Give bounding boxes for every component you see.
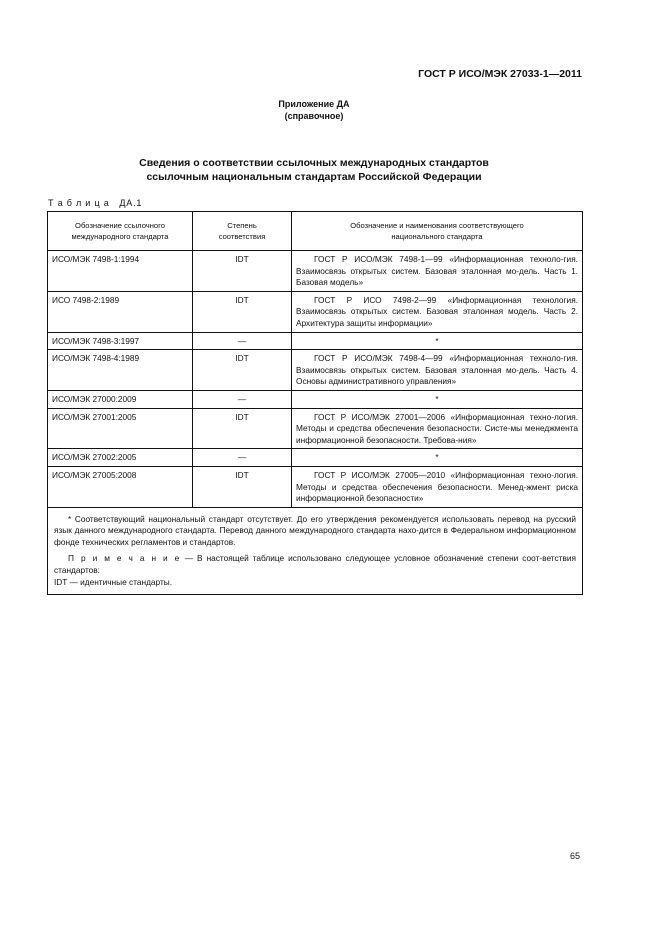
intl-standard-cell: ИСО/МЭК 7498-4:1989 (48, 350, 193, 391)
table-row (48, 291, 583, 332)
degree-cell: IDT (193, 408, 292, 449)
national-standard-cell (292, 466, 583, 507)
idt-definition-text: IDT — идентичные стандарты. (54, 576, 173, 587)
header-text: соответствия (218, 232, 266, 241)
degree-cell: IDT (193, 251, 292, 292)
intl-standard-cell: ИСО/МЭК 7498-1:1994 (48, 251, 193, 292)
section-title-line-1: Сведения о соответствии ссылочных международных стандартов (139, 157, 489, 169)
degree-cell: IDT (193, 291, 292, 332)
header-national-standard (292, 212, 583, 251)
header-text: национального стандарта (391, 232, 483, 241)
header-degree (193, 212, 292, 251)
table-row (48, 466, 583, 507)
note (54, 553, 576, 576)
header-text: международного стандарта (71, 232, 169, 241)
appendix-type: (справочное) (284, 111, 344, 121)
table-caption: Т а б л и ц а ДА.1 (48, 198, 143, 208)
degree-cell: — (193, 390, 292, 408)
note-text: — В настоящей таблице использовано следующее условное обозначение степени соот-ветствия стандартов: (54, 553, 576, 576)
idt-definition (54, 577, 576, 589)
national-standard-cell (292, 408, 583, 449)
intl-standard-cell: ИСО/МЭК 27005:2008 (48, 466, 193, 507)
degree-cell: — (193, 332, 292, 350)
appendix-title: Приложение ДА (278, 99, 350, 109)
degree-cell: — (193, 449, 292, 467)
national-standard-text: ГОСТ Р ИСО/МЭК 27001—2006 «Информационная техно-логия. Методы и средства обеспечения безопасности. Систе-мы менеджмента информационной безопасности. Требова-ния» (296, 411, 578, 445)
intl-standard-cell: ИСО 7498-2:1989 (48, 291, 193, 332)
table-row (48, 350, 583, 391)
table-row (48, 449, 583, 467)
intl-standard-cell: ИСО/МЭК 7498-3:1997 (48, 332, 193, 350)
correspondence-table (47, 211, 583, 595)
degree-cell: IDT (193, 350, 292, 391)
national-standard-cell (292, 291, 583, 332)
national-standard-cell: * (292, 449, 583, 467)
table-row (48, 390, 583, 408)
national-standard-cell: * (292, 390, 583, 408)
intl-standard-cell: ИСО/МЭК 27001:2005 (48, 408, 193, 449)
national-standard-cell (292, 350, 583, 391)
national-standard-text: ГОСТ Р ИСО/МЭК 7498-1—99 «Информационная техноло-гия. Взаимосвязь открытых систем. Базовая эталонная мо-дель. Часть 1. Базовая модель» (296, 254, 578, 288)
footnote (54, 514, 576, 549)
note-label: П р и м е ч а н и е (68, 553, 181, 564)
header-text: Обозначение и наименования соответствующего (350, 221, 524, 230)
page-number: 65 (569, 851, 580, 861)
intl-standard-cell: ИСО/МЭК 27002:2005 (48, 449, 193, 467)
degree-cell: IDT (193, 466, 292, 507)
header-text: Степень (227, 221, 257, 230)
header-text: Обозначение ссылочного (75, 221, 165, 230)
national-standard-cell (292, 251, 583, 292)
document-code: ГОСТ Р ИСО/МЭК 27033-1—2011 (418, 68, 582, 80)
header-intl-standard (48, 212, 193, 251)
national-standard-text: ГОСТ Р ИСО 7498-2—99 «Информационная технология. Взаимосвязь открытых систем. Базовая эталонная модель. Часть 2. Архитектура защиты информации» (296, 294, 578, 328)
table-notes-row (48, 507, 583, 595)
table-row (48, 332, 583, 350)
table-notes (48, 507, 583, 595)
national-standard-cell: * (292, 332, 583, 350)
section-title-line-2: ссылочным национальным стандартам Российской Федерации (146, 171, 482, 183)
table-header-row (48, 212, 583, 251)
intl-standard-cell: ИСО/МЭК 27000:2009 (48, 390, 193, 408)
national-standard-text: ГОСТ Р ИСО/МЭК 7498-4—99 «Информационная техноло-гия. Взаимосвязь открытых систем. Базовая эталонная мо-дель. Часть 4. Основы административного управления» (296, 353, 578, 387)
table-row (48, 408, 583, 449)
footnote-text: * Соответствующий национальный стандарт отсутствует. До его утверждения рекомендуется использовать перевод на русский язык данного международного стандарта. Перевод данного международного стандарта нахо-дится в Федеральном информационном фонде технических регламентов и стандартов. (54, 513, 576, 547)
section-title (0, 156, 628, 184)
national-standard-text: ГОСТ Р ИСО/МЭК 27005—2010 «Информационная техно-логия. Методы и средства обеспечения безопасности. Менед-жмент риска информационной безопасности» (296, 469, 578, 504)
table-row (48, 251, 583, 292)
appendix-heading (0, 98, 628, 122)
